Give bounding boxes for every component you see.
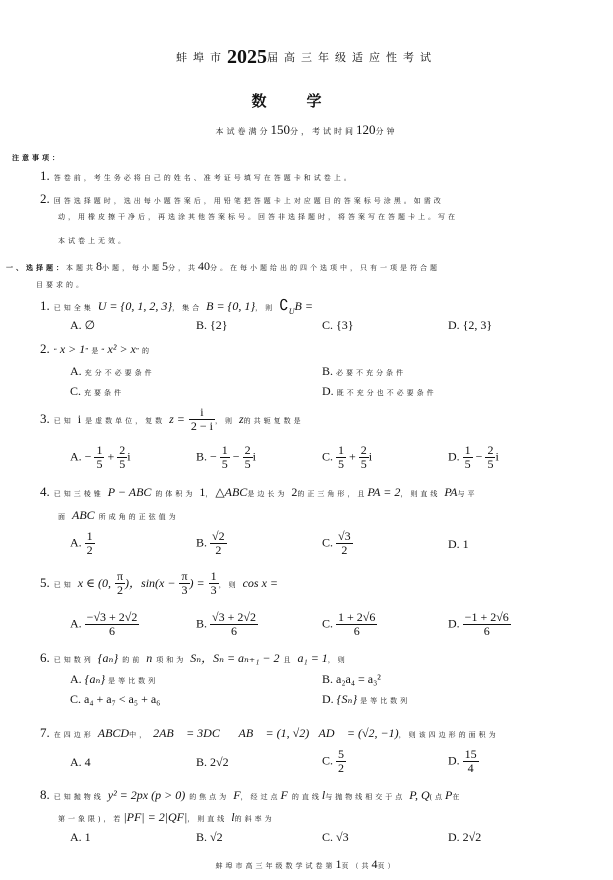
exam-title: 蚌埠市2025届高三年级适应性考试	[176, 46, 437, 68]
q8-option-b[interactable]: B. √2	[196, 830, 223, 844]
q2-option-c[interactable]: C. 充要条件	[70, 384, 125, 398]
section-1-heading: 一、选择题：本题共8小题，每小题5分，共40分。在每小题给出的四个选项中，只有一项是符合题	[6, 259, 440, 273]
page-footer: 蚌埠市高三年级数学试卷第1页（共4页）	[215, 857, 398, 871]
note-2-line-3: 本试卷上无效。	[58, 237, 128, 245]
q6-option-b[interactable]: B. a₂a₄ = a₃²	[322, 672, 381, 686]
q8-option-c[interactable]: C. √3	[322, 830, 349, 844]
q5-option-c[interactable]: C. $\frac{1 + 2√6}{6}$	[322, 610, 376, 638]
q7-option-d[interactable]: D. $\frac{15}{4}$	[448, 747, 477, 775]
q2-option-b[interactable]: B. 必要不充分条件	[322, 364, 407, 378]
note-1: 1. 答卷前，考生务必将自己的姓名、准考证号填写在答题卡和试卷上。	[40, 168, 354, 183]
q4-option-c[interactable]: C. $\frac{√3}{2}$	[322, 529, 351, 557]
q6-option-c[interactable]: C. a₄ + a₇ < a₅ + a₆	[70, 692, 161, 706]
question-2: 2. “x > 1”是“x² > x”的	[40, 341, 152, 356]
notes-heading: 注意事项：	[12, 154, 62, 162]
question-7: 7. 在四边形 ABCD中， 2AB⃗ = 3DC⃗，AB⃗ = (1, √2)，AD⃗ = (√2, −1)，则该四边形的面积为	[40, 725, 499, 740]
question-1: 1. 已知全集 U = {0, 1, 2, 3}，集合 B = {0, 1}，则 $∁_UB$ =	[40, 298, 313, 317]
q5-option-d[interactable]: D. $\frac{-1 + 2√6}{6}$	[448, 610, 509, 638]
q3-option-d[interactable]: D. $\frac{1}{5}$ − $\frac{2}{5}$ i	[448, 443, 499, 471]
question-4: 4. 已知三棱锥 P − ABC 的体积为 1，△ABC是边长为 2的正三角形，且PA = 2，则直线 PA与平	[40, 484, 478, 499]
q1-option-c[interactable]: C. {3}	[322, 318, 354, 332]
question-6: 6. 已知数列 {aₙ} 的前 n 项和为 Sₙ，Sₙ = aₙ₊₁ − 2 且 a₁ = 1，则	[40, 650, 348, 665]
q8-option-a[interactable]: A. 1	[70, 830, 91, 844]
question-8-line-2: 第一象限)，若|PF| = 2|QF|，则直线 l的斜率为	[58, 810, 275, 824]
q7-option-a[interactable]: A. 4	[70, 755, 91, 769]
q3-option-b[interactable]: B. − $\frac{1}{5}$ − $\frac{2}{5}$ i	[196, 443, 256, 471]
subject-title: 数学	[251, 94, 362, 110]
note-2-line-1: 2. 回答选择题时，选出每小题答案后，用铅笔把答题卡上对应题目的答案标号涂黑。如需改	[40, 191, 444, 206]
question-4-line-2: 面 ABC 所成角的正弦值为	[58, 508, 179, 522]
q4-option-d[interactable]: D. 1	[448, 537, 469, 551]
exam-info: 本试卷满分150分，考试时间120分钟	[215, 122, 398, 137]
q2-option-a[interactable]: A. 充分不必要条件	[70, 364, 155, 378]
section-1-line-2: 目要求的。	[36, 281, 86, 289]
q1-option-d[interactable]: D. {2, 3}	[448, 318, 493, 332]
q3-option-c[interactable]: C. $\frac{1}{5}$ + $\frac{2}{5}$ i	[322, 443, 373, 471]
question-8: 8. 已知抛物线 y² = 2px (p > 0) 的焦点为 F，经过点F 的直线l与抛物线相交于点 P, Q(点P在	[40, 787, 463, 802]
note-2-line-2: 动，用橡皮擦干净后，再选涂其他答案标号。回答非选择题时，将答案写在答题卡上。写在	[58, 213, 458, 221]
q1-option-a[interactable]: A. ∅	[70, 318, 96, 332]
q7-option-b[interactable]: B. 2√2	[196, 755, 229, 769]
question-5: 5. 已知 x ∈ (0, $\frac{\pi}{2}$ )，sin(x − $\frac{\pi}{3}$ ) = $\frac{1}{3}$ ，则 cos x =	[40, 569, 279, 597]
q8-option-d[interactable]: D. 2√2	[448, 830, 482, 844]
question-3: 3. 已知 i 是虚数单位，复数 z = $\frac{i}{2 - i}$ ，则 z的共轭复数是	[40, 405, 304, 433]
q6-option-a[interactable]: A. {aₙ} 是等比数列	[70, 672, 159, 686]
q5-option-a[interactable]: A. $\frac{-√3 + 2√2}{6}$	[70, 610, 138, 638]
q4-option-a[interactable]: A. $\frac{1}{2}$	[70, 529, 93, 557]
q6-option-d[interactable]: D. {Sₙ} 是等比数列	[322, 692, 411, 706]
q3-option-a[interactable]: A. − $\frac{1}{5}$ + $\frac{2}{5}$ i	[70, 443, 131, 471]
q5-option-b[interactable]: B. $\frac{√3 + 2√2}{6}$	[196, 610, 256, 638]
q2-option-d[interactable]: D. 既不充分也不必要条件	[322, 384, 437, 398]
q7-option-c[interactable]: C. $\frac{5}{2}$	[322, 747, 345, 775]
q1-option-b[interactable]: B. {2}	[196, 318, 228, 332]
q4-option-b[interactable]: B. $\frac{√2}{2}$	[196, 529, 225, 557]
